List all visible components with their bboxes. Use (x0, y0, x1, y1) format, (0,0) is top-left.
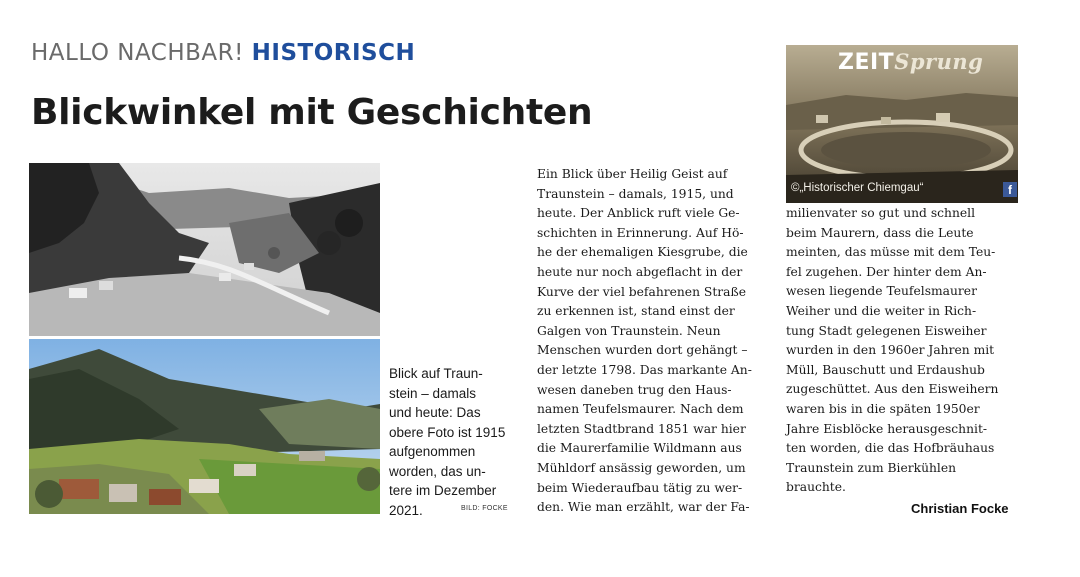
article-headline: Blickwinkel mit Geschichten (31, 92, 593, 133)
caption-line: worden, das un- (389, 463, 486, 479)
text-line: Traunstein – damals, 1915, und (537, 186, 734, 201)
caption-line: Blick auf Traun- (389, 366, 483, 381)
photo-caption (389, 364, 517, 520)
historic-photo-1915 (29, 163, 380, 336)
text-line: heute. Der Anblick ruft viele Ge- (537, 206, 740, 221)
text-line: schichten in Erinnerung. Auf Hö- (537, 225, 744, 240)
historic-photo-image (29, 163, 380, 336)
text-line: die Maurerfamilie Wildmann aus (537, 441, 742, 456)
text-line: Mühldorf ansässig geworden, um (537, 460, 746, 475)
promo-title-zeit: ZEIT (838, 50, 895, 75)
promo-credit: ©„Historischer Chiemgau“ (791, 182, 924, 194)
promo-title (838, 49, 983, 75)
text-line: zu erkennen ist, stand einst der (537, 304, 735, 319)
text-line: wesen liegende Teufelsmaurer (786, 284, 977, 299)
text-line: milienvater so gut und schnell (786, 206, 976, 220)
article-column-2 (786, 204, 1022, 498)
text-line: wurden in den 1960er Jahren mit (786, 343, 995, 358)
text-line: ten worden, die das Hofbräuhaus (786, 441, 995, 456)
article-author: Christian Focke (911, 501, 1009, 516)
caption-line: 2021. (389, 502, 423, 518)
caption-line: tere im Dezember (389, 483, 497, 498)
caption-line: und heute: Das (389, 405, 481, 420)
current-photo-2021 (29, 339, 380, 514)
text-line: Jahre Eisblöcke herausgeschnit- (786, 421, 988, 436)
text-line: den. Wie man erzählt, war der Fa- (537, 500, 750, 515)
text-line: heute nur noch abgeflacht in der (537, 264, 743, 279)
kicker-section: HISTORISCH (251, 40, 416, 66)
text-line: zugeschüttet. Aus den Eisweihern (786, 382, 999, 397)
text-line: fel zugehen. Der hinter dem An- (786, 264, 987, 279)
text-line: tung Stadt gelegenen Eisweiher (786, 323, 987, 338)
text-line: wesen daneben trug den Haus- (537, 382, 732, 397)
facebook-icon: f (1003, 182, 1017, 197)
caption-line: aufgenommen (389, 444, 476, 459)
text-line: beim Maurern, dass die Leute (786, 225, 974, 240)
text-line: der letzte 1798. Das markante An- (537, 362, 752, 377)
text-line: waren bis in die späten 1950er (786, 401, 980, 416)
text-line: Weiher und die weiter in Rich- (786, 303, 977, 318)
text-line: Menschen wurden dort gehängt – (537, 343, 748, 358)
text-line: Müll, Bauschutt und Erdaushub (786, 362, 985, 377)
current-photo-image (29, 339, 380, 514)
text-line: Traunstein zum Bierkühlen (786, 460, 957, 475)
text-line: Ein Blick über Heilig Geist auf (537, 167, 728, 181)
text-line: he der ehemaligen Kiesgrube, die (537, 245, 748, 260)
photo-credit: BILD: FOCKE (461, 505, 508, 512)
text-line: letzten Stadtbrand 1851 war hier (537, 421, 746, 436)
text-line: namen Teufelsmaurer. Nach dem (537, 402, 744, 417)
promo-title-sprung: Sprung (894, 49, 984, 74)
article-column-1 (537, 165, 772, 518)
text-line: meinten, das müsse mit dem Teu- (786, 245, 996, 260)
text-line: Galgen von Traunstein. Neun (537, 323, 721, 338)
caption-line: obere Foto ist 1915 (389, 424, 506, 440)
section-kicker (31, 40, 415, 66)
text-line: brauchte. (786, 480, 846, 495)
kicker-prefix: HALLO NACHBAR! (31, 40, 244, 66)
text-line: beim Wiederaufbau tätig zu wer- (537, 480, 743, 495)
text-line: Kurve der viel befahrenen Straße (537, 284, 746, 299)
caption-line: stein – damals (389, 385, 477, 401)
